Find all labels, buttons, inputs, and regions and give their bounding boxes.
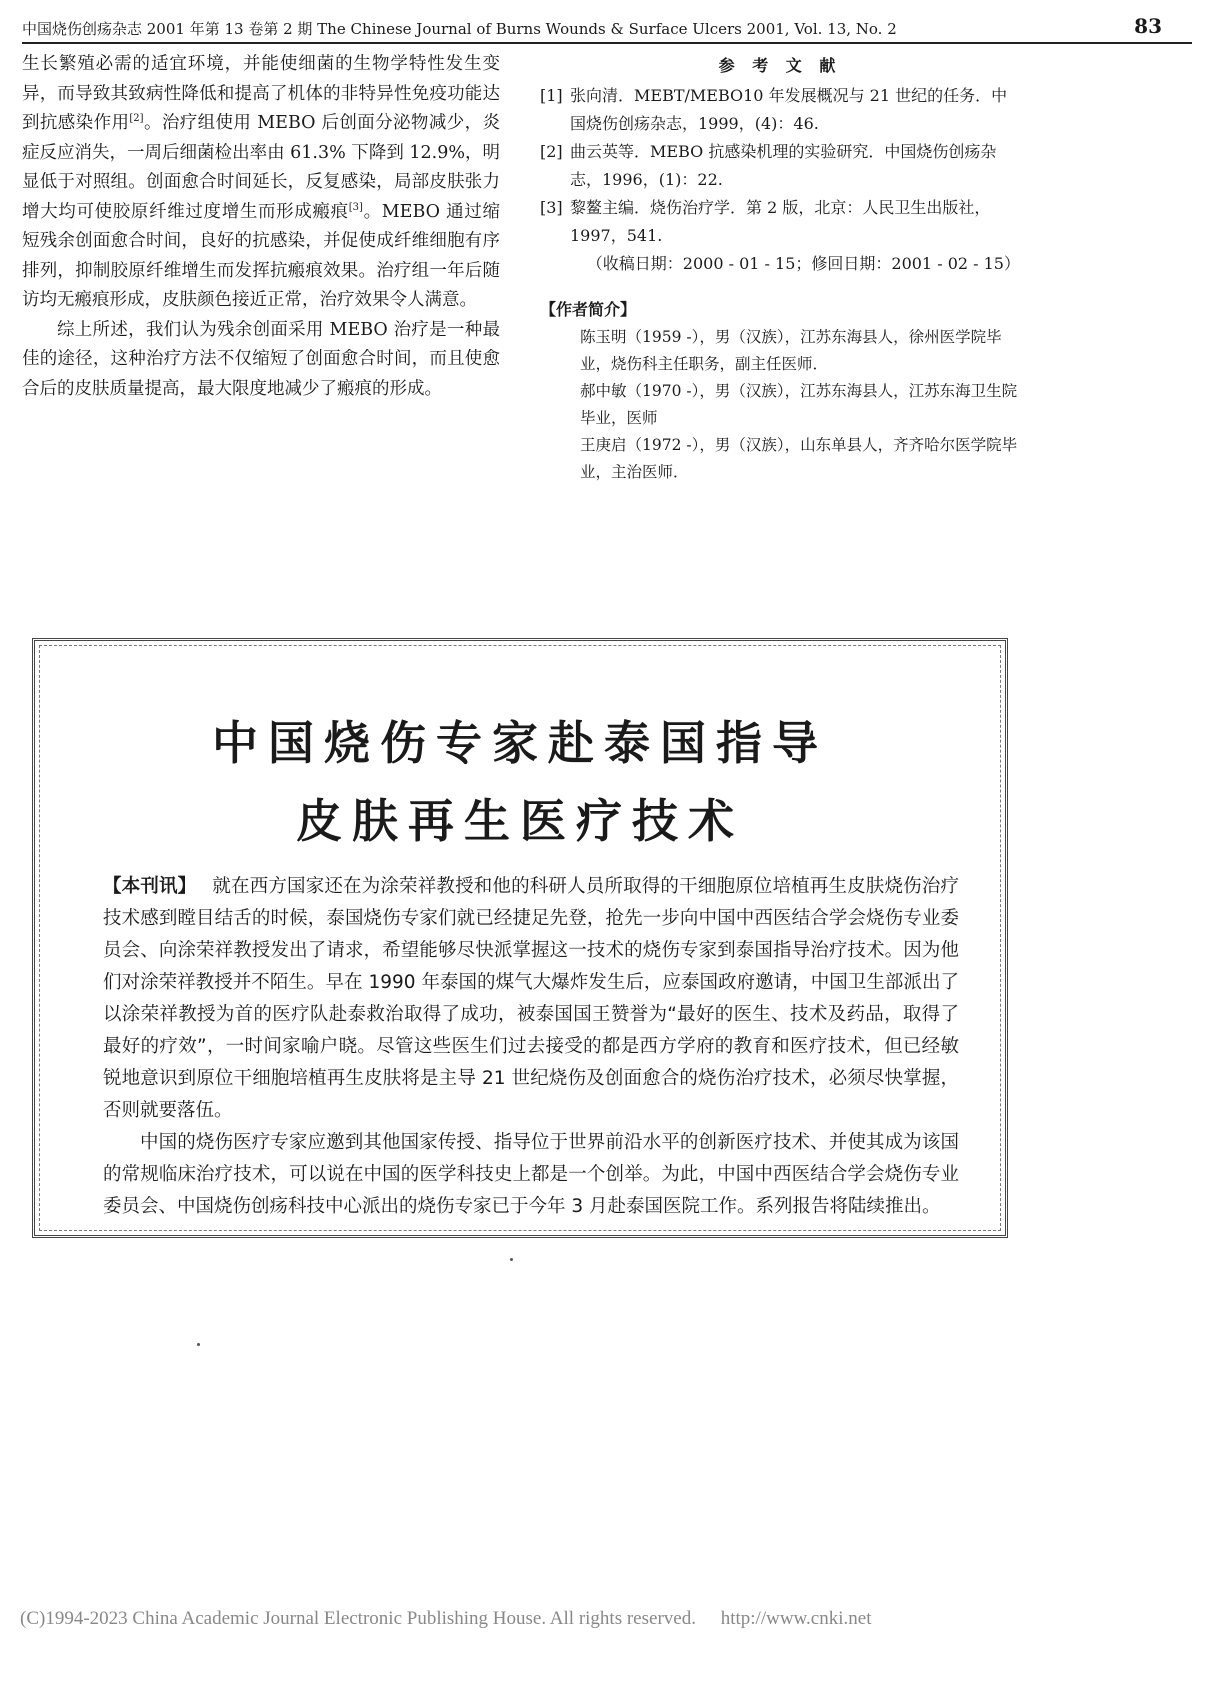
left-column-text bbox=[22, 50, 500, 404]
paragraph-text: 生长繁殖必需的适宜环境，并能使细菌的生物学特性发生变异，而导致其致病性降低和提高了机体的非特异性免疫功能达到抗感染作用 bbox=[22, 54, 500, 133]
reference-number: [2] bbox=[540, 142, 563, 161]
author-item: 王庚启（1972 -），男（汉族），山东单县人，齐齐哈尔医学院毕业，主治医师． bbox=[580, 436, 1018, 481]
references-title: 参 考 文 献 bbox=[718, 56, 842, 75]
news-title-line-1: 中国烧伤专家赴泰国指导 bbox=[212, 716, 828, 770]
running-header bbox=[22, 14, 1192, 44]
news-box bbox=[32, 638, 1008, 1238]
scan-speck bbox=[197, 1343, 200, 1346]
citation-2: [2] bbox=[129, 113, 144, 125]
footer-url-link[interactable]: http://www.cnki.net bbox=[720, 1608, 872, 1629]
reference-number: [1] bbox=[540, 86, 563, 105]
running-head-text: 中国烧伤创疡杂志 2001 年第 13 卷第 2 期 The Chinese Journal of Burns Wounds & Surface Ulcers 2001, Vol. 13, No. 2 bbox=[22, 20, 897, 38]
copyright-footer bbox=[20, 1608, 871, 1630]
left-paragraph-2: 综上所述，我们认为残余创面采用 MEBO 治疗是一种最佳的途径，这种治疗方法不仅缩短了创面愈合时间，而且使愈合后的皮肤质量提高，最大限度地减少了瘢痕的形成。 bbox=[22, 319, 500, 399]
news-paragraph-2: 中国的烧伤医疗专家应邀到其他国家传授、指导位于世界前沿水平的创新医疗技术、并使其成为该国的常规临床治疗技术，可以说在中国的医学科技史上都是一个创举。为此，中国中西医结合学会烧伤专业委员会、中国烧伤创疡科技中心派出的烧伤专家已于今年 3 月赴泰国医院工作。系列报告将陆续推出。 bbox=[103, 1132, 959, 1217]
reference-item bbox=[540, 82, 1020, 138]
news-tag: 【本刊讯】 bbox=[103, 876, 197, 897]
reference-item bbox=[540, 194, 1020, 250]
author-item: 陈玉明（1959 -），男（汉族），江苏东海县人，徐州医学院毕业，烧伤科主任职务，副主任医师． bbox=[580, 328, 1002, 373]
received-dates: （收稿日期：2000 - 01 - 15；修回日期：2001 - 02 - 15） bbox=[586, 254, 1020, 273]
citation-3: [3] bbox=[348, 201, 363, 213]
news-body bbox=[103, 871, 959, 1223]
page-number: 83 bbox=[1134, 14, 1162, 38]
scan-speck bbox=[510, 1258, 513, 1261]
copyright-text: (C)1994-2023 China Academic Journal Electronic Publishing House. All rights reserved. bbox=[20, 1608, 696, 1629]
news-paragraph-text: 就在西方国家还在为涂荣祥教授和他的科研人员所取得的干细胞原位培植再生皮肤烧伤治疗技术感到瞠目结舌的时候，泰国烧伤专家们就已经捷足先登，抢先一步向中国中西医结合学会烧伤专业委员会、向涂荣祥教授发出了请求，希望能够尽快派掌握这一技术的烧伤专家到泰国指导治疗技术。因为他们对涂荣祥教授并不陌生。早在 1990 年泰国的煤气大爆炸发生后，应泰国政府邀请，中国卫生部派出了以涂荣祥教授为首的医疗队赴泰救治取得了成功，被泰国国王赞誉为“最好的医生、技术及药品，取得了最好的疗效”，一时间家喻户晓。尽管这些医生们过去接受的都是西方学府的教育和医疗技术，但已经敏锐地意识到原位干细胞培植再生皮肤将是主导 21 世纪烧伤及创面愈合的烧伤治疗技术，必须尽快掌握，否则就要落伍。 bbox=[103, 876, 959, 1121]
reference-text: 曲云英等．MEBO 抗感染机理的实验研究．中国烧伤创疡杂志，1996，(1)：22. bbox=[570, 142, 997, 189]
reference-item bbox=[540, 138, 1020, 194]
right-column bbox=[540, 52, 1020, 486]
reference-number: [3] bbox=[540, 198, 563, 217]
reference-text: 黎鳌主编．烧伤治疗学．第 2 版，北京：人民卫生出版社，1997，541. bbox=[570, 198, 991, 245]
author-heading: 【作者简介】 bbox=[540, 300, 637, 319]
paragraph-text: 。MEBO 通过缩短残余创面愈合时间，良好的抗感染，并促使成纤维细胞有序排列，抑制胶原纤维增生而发挥抗瘢痕效果。治疗组一年后随访均无瘢痕形成，皮肤颜色接近正常，治疗效果令人满意。 bbox=[22, 201, 500, 310]
paragraph-text: 。治疗组使用 MEBO 后创面分泌物减少，炎症反应消失，一周后细菌检出率由 61.3% 下降到 12.9%，明显低于对照组。创面愈合时间延长，反复感染，局部皮肤张力增大均可使胶原纤维过度增生而形成瘢痕 bbox=[22, 113, 500, 222]
author-item: 郝中敏（1970 -），男（汉族），江苏东海县人，江苏东海卫生院毕业，医师 bbox=[580, 382, 1018, 427]
reference-text: 张向清．MEBT/MEBO10 年发展概况与 21 世纪的任务．中国烧伤创疡杂志，1999，(4)：46. bbox=[570, 86, 1008, 133]
news-title-line-2: 皮肤再生医疗技术 bbox=[296, 794, 744, 848]
left-paragraph-1 bbox=[22, 50, 500, 316]
news-paragraph-1 bbox=[103, 871, 959, 1127]
